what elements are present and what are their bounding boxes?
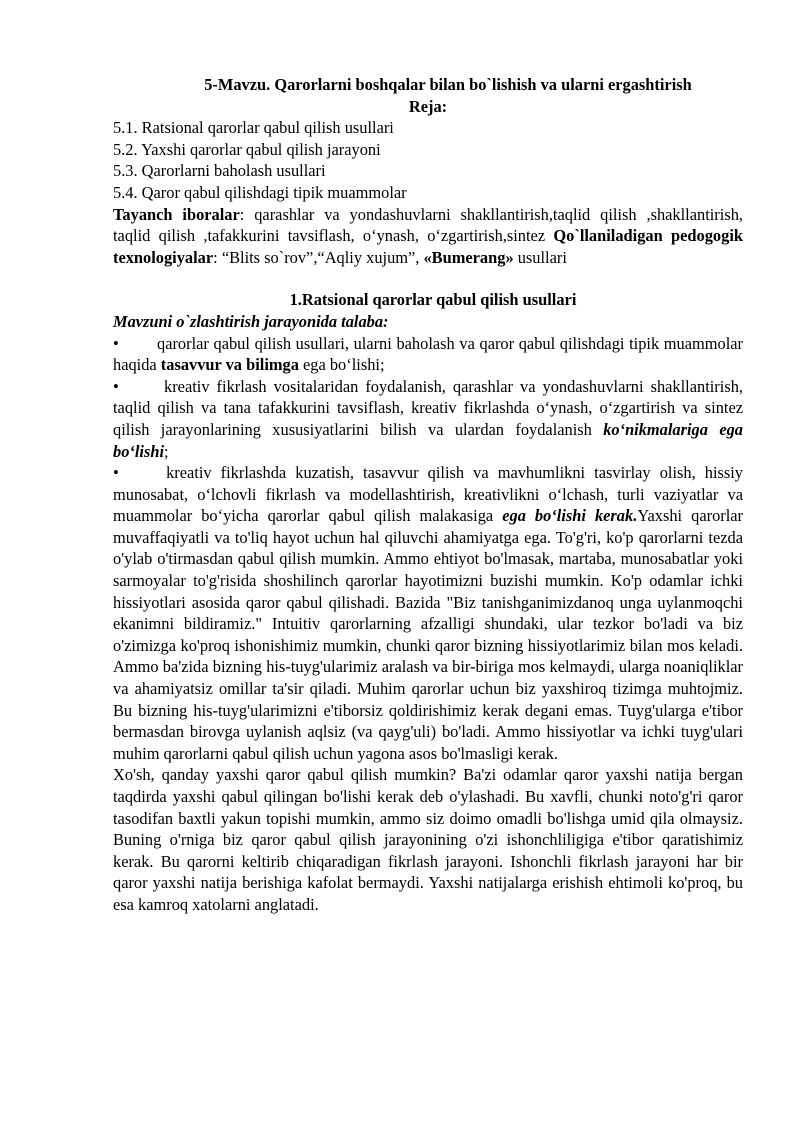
toc-item: 5.1. Ratsional qarorlar qabul qilish usullari: [113, 118, 394, 138]
document-page: [113, 74, 743, 916]
keywords-text: qarashlar va yondashuvlarni shakllantirish,taqlid qilish ,shakllantirish, taqlid qilish ,tafakkurini tavsiflash, o‘ynash, o‘zgartirish,sintez: [113, 204, 743, 246]
bullet-text-tail: Yaxshi qarorlar muvaffaqiyatli va to'liq hayot uchun hal qiluvchi ahamiyatga ega. To'g'ri, ko'p qarorlarni tezda o'ylab o'tirmasdan qabul qilish mumkin. Ammo ehtiyot bo'lmasak, martaba, munosabatlar yoki sarmoyalar to'g'risida shoshilinch qarorlar hayotimizni buzishi mumkin. Ko'p odamlar ichki hissiyotlari asosida qaror qabul qilishadi. Bazida "Biz tanishganimizdanoq unga uylanmoqchi ekanimni bildiramiz." Intuitiv qarorlarning afzalligi shundaki, ular tezkor bo'ladi va biz o'zimizga ko'proq ishonishimiz mumkin, chunki qaror bizning hissiyotlarimiz bilan mos keladi. Ammo ba'zida bizning his-tuyg'ularimiz aralash va bir-biriga mos kelmaydi, ularga noaniqliklar va ahamiyatsiz omillar ta'sir qiladi. Muhim qarorlar uchun biz yaxshiroq tizimga muhtojmiz. Bu bizning his-tuyg'ularimizni e'tiborsiz qoldirishimiz kerak degani emas. Tuyg'ularga e'tibor bermasdan birovga uylanish aqlsiz (va qayg'uli) bo'ladi. Ammo hissiyotlar va ichki tuyg'ulari muhim qarorlarni qabul qilish uchun yagona asos bo'lmasligi kerak.: [113, 506, 744, 763]
bullet-marker: •: [113, 463, 119, 483]
page-title: 5-Mavzu. Qarorlarni boshqalar bilan bo`lishish va ularni ergashtirish: [204, 75, 692, 94]
technologies-text: “Blits so`rov”,“Aqliy xujum”,: [217, 247, 424, 267]
bullet-emphasis: tasavvur va bilimga: [160, 355, 299, 375]
learner-intro: Mavzuni o`zlashtirish jarayonida talaba:: [113, 311, 389, 331]
bullet-emphasis: ko‘nikmalariga ega bo‘lishi: [113, 419, 743, 461]
bullet-emphasis: ega bo‘lishi kerak.: [502, 506, 638, 526]
plan-heading: Reja:: [408, 96, 448, 116]
bullet-text: kreativ fikrlashda kuzatish, tasavvur qilish va mavhumlikni tasvirlay olish, hissiy munosabat, o‘lchovli fikrlash va modellashtirish, kreativlikni o‘lchash, turli vaziyatlar va muammolar bo‘yicha qarorlar qabul qilish malakasiga: [113, 463, 743, 526]
bullet-item: [113, 333, 743, 376]
technologies-colon: :: [213, 247, 218, 267]
bullet-marker: •: [113, 376, 119, 396]
spacer: [113, 268, 743, 289]
keywords-tail: usullari: [513, 247, 567, 267]
keywords-label: Tayanch iboralar: [113, 204, 240, 224]
bullet-text: qarorlar qabul qilish usullari, ularni baholash va qaror qabul qilishdagi tipik muammolar haqida: [113, 333, 743, 375]
technologies-label: Qo`llaniladigan pedogogik texnologiyalar: [113, 226, 743, 267]
bullet-item: [113, 376, 743, 462]
boomerang-term: «Bumerang»: [423, 247, 514, 267]
keywords-colon: :: [239, 204, 245, 224]
toc-item: 5.2. Yaxshi qarorlar qabul qilish jarayoni: [113, 139, 381, 159]
section-heading: 1.Ratsional qarorlar qabul qilish usullari: [289, 290, 577, 310]
bullet-text: kreativ fikrlash vositalaridan foydalanish, qarashlar va yondashuvlarni shakllantirish, taqlid qilish va tana tafakkurini tavsiflash, kreativ fikrlashda o‘ynash, o‘zgartirish va sintez qilish jarayonlarining xususiyatlarini bilish va ulardan foydalanish: [113, 376, 743, 439]
bullet-text-tail: ega bo‘lishi;: [298, 355, 385, 375]
bullet-text-tail: ;: [164, 441, 169, 461]
bullet-item: [113, 462, 743, 764]
bullet-marker: •: [113, 333, 119, 353]
toc-item: 5.3. Qarorlarni baholash usullari: [113, 161, 326, 181]
keywords-paragraph: [113, 204, 743, 269]
body-paragraph: Xo'sh, qanday yaxshi qaror qabul qilish mumkin? Ba'zi odamlar qaror yaxshi natija bergan taqdirda yaxshi qabul qilingan bo'lishi kerak deb o'ylashadi. Bu xavfli, chunki noto'g'ri qaror tasodifan baxtli yakun topishi mumkin, ammo siz doimo omadli bo'lishga umid qila olmaysiz. Buning o'rniga biz qaror qabul qilish jarayonining o'zi ishonchliligiga e'tibor qaratishimiz kerak. Bu qarorni keltirib chiqaradigan fikrlash jarayoni. Ishonchli fikrlash jarayoni har bir qaror yaxshi natija berishiga kafolat bermaydi. Yaxshi natijalarga erishish ehtimoli ko'proq, bu esa kamroq xatolarni anglatadi.: [113, 765, 743, 914]
table-of-contents: [113, 117, 743, 203]
toc-item: 5.4. Qaror qabul qilishdagi tipik muammolar: [113, 182, 407, 202]
